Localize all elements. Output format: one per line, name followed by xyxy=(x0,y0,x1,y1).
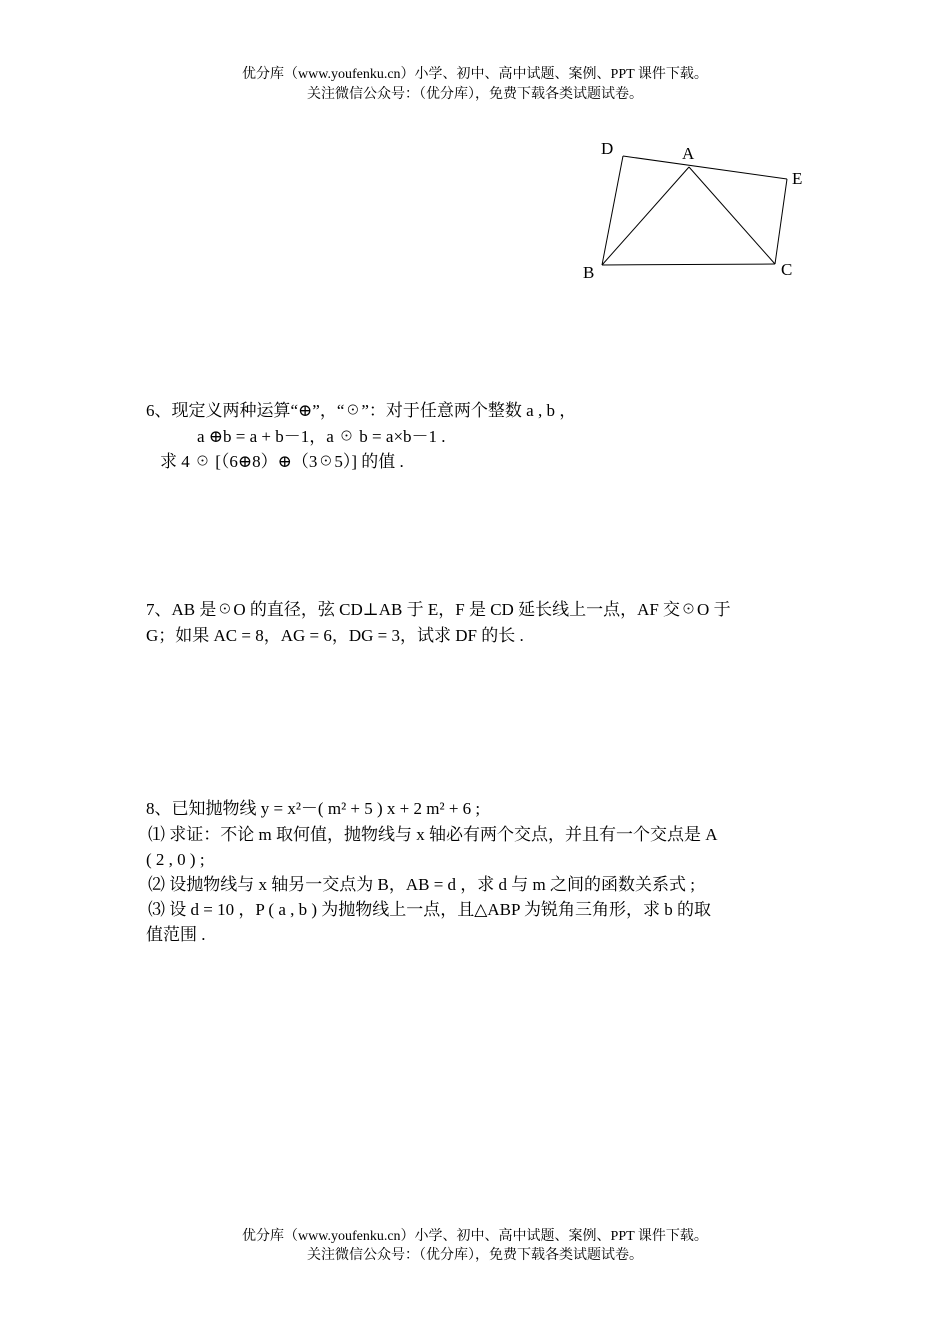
segment-DB xyxy=(602,156,623,265)
q6-line-1: 6、现定义两种运算“⊕”，“☉”：对于任意两个整数 a , b ， xyxy=(146,401,577,420)
q7-line-2: G；如果 AC = 8，AG = 6，DG = 3，试求 DF 的长 . xyxy=(146,626,524,645)
segment-BC xyxy=(602,264,775,265)
q8-line-3: ( 2 , 0 ) ; xyxy=(146,850,205,869)
label-B: B xyxy=(583,263,595,282)
header-line-1: 优分库（www.youfenku.cn）小学、初中、高中试题、案例、PPT 课件下载。 xyxy=(242,67,708,82)
footer-line-2: 关注微信公众号：（优分库），免费下载各类试题试卷。 xyxy=(307,1248,643,1263)
q8-line-2: ⑴ 求证：不论 m 取何值，抛物线与 x 轴必有两个交点，并且有一个交点是 A xyxy=(148,825,718,844)
label-D: D xyxy=(601,139,614,158)
q7-line-1: 7、AB 是☉O 的直径，弦 CD⊥AB 于 E，F 是 CD 延长线上一点，AF 交☉O 于 xyxy=(146,600,731,619)
footer-line-1: 优分库（www.youfenku.cn）小学、初中、高中试题、案例、PPT 课件下载。 xyxy=(242,1229,708,1244)
q6-line-2: a ⊕b = a + b－1，a ☉ b = a×b－1 . xyxy=(197,427,446,446)
segment-AC xyxy=(689,167,775,264)
segment-DE xyxy=(623,156,787,179)
label-C: C xyxy=(781,260,793,279)
q8-line-6: 值范围 . xyxy=(146,925,206,944)
q6-line-3: 求 4 ☉ [（6⊕8）⊕（3☉5）] 的值 . xyxy=(160,452,404,471)
q8-line-1: 8、已知抛物线 y = x²－( m² + 5 ) x + 2 m² + 6 ; xyxy=(146,799,481,818)
header-line-2: 关注微信公众号：（优分库），免费下载各类试题试卷。 xyxy=(307,87,643,102)
geometry-figure xyxy=(570,130,810,290)
q8-line-5: ⑶ 设 d = 10 ，P ( a , b ) 为抛物线上一点，且△ABP 为锐角三角形，求 b 的取 xyxy=(148,900,712,919)
segment-AB xyxy=(602,167,689,265)
q8-line-4: ⑵ 设抛物线与 x 轴另一交点为 B，AB = d ，求 d 与 m 之间的函数关系式 ; xyxy=(148,875,695,894)
label-E: E xyxy=(792,169,803,188)
segment-EC xyxy=(775,179,787,264)
label-A: A xyxy=(682,144,695,163)
